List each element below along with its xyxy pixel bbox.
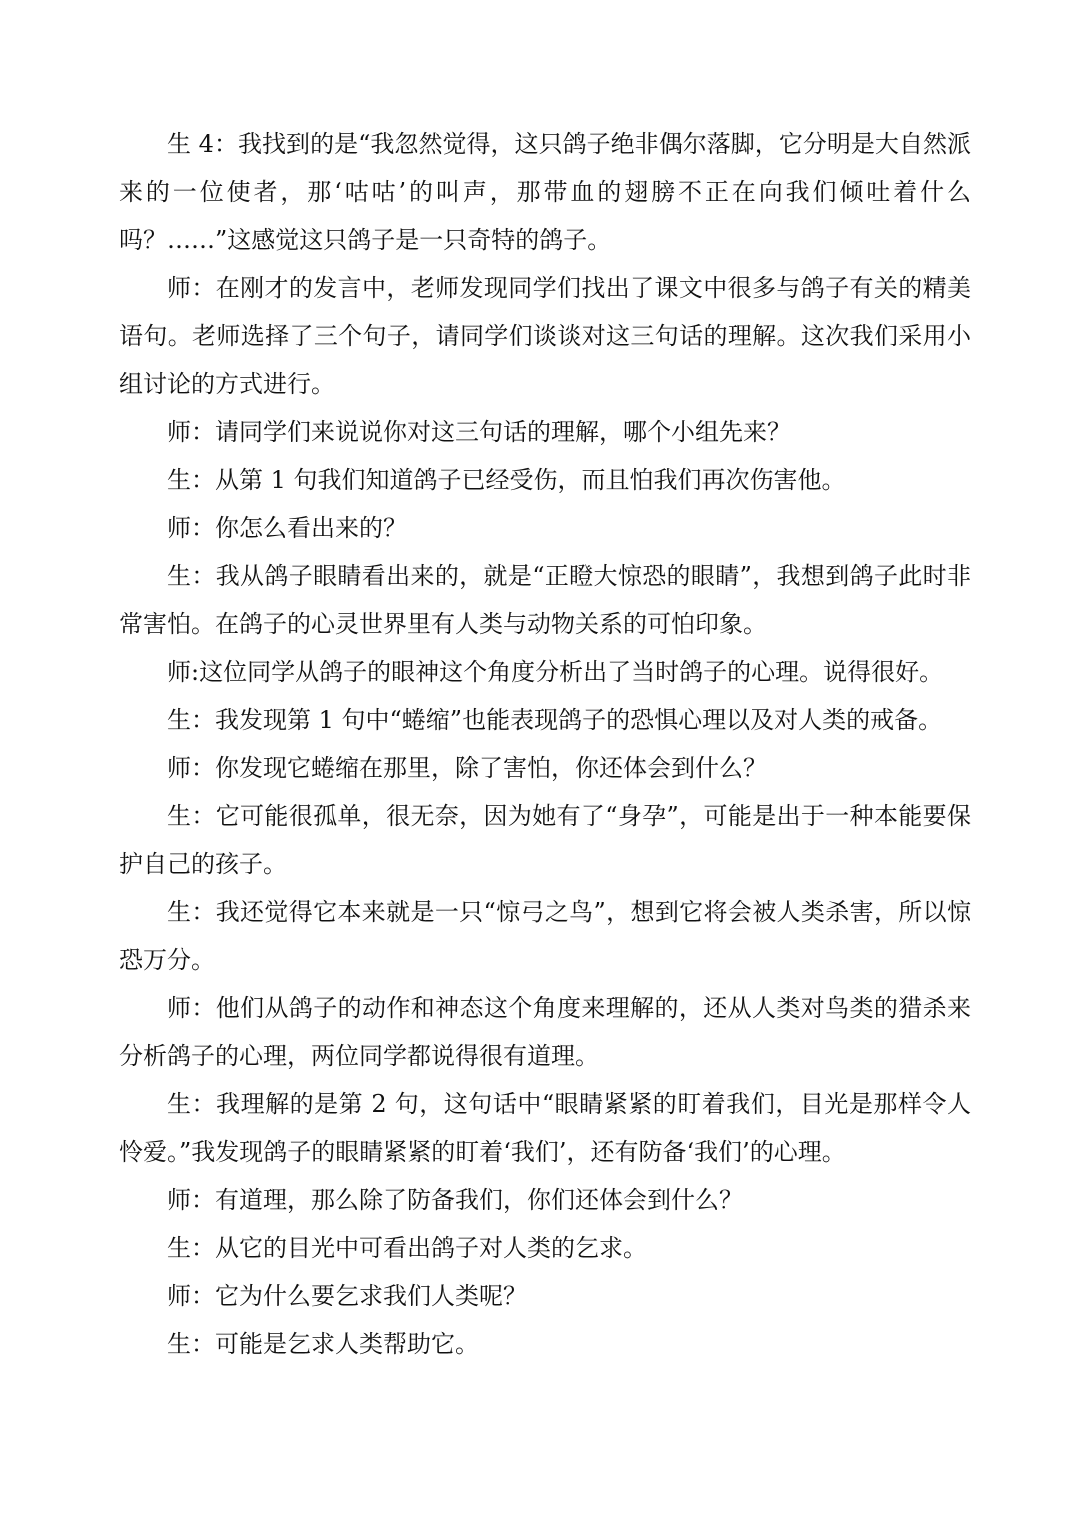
paragraph: 生 4：我找到的是“我忽然觉得，这只鸽子绝非偶尔落脚，它分明是大自然派来的一位使者，那‘咕咕’的叫声，那带血的翅膀不正在向我们倾吐着什么吗？……”这感觉这只鸽子是一只奇特的鸽子。 (119, 130, 971, 254)
paragraph: 师：他们从鸽子的动作和神态这个角度来理解的，还从人类对鸟类的猎杀来分析鸽子的心理，两位同学都说得很有道理。 (119, 994, 971, 1070)
paragraph: 生：我理解的是第 2 句，这句话中“眼睛紧紧的盯着我们，目光是那样令人怜爱。”我发现鸽子的眼睛紧紧的盯着‘我们’，还有防备‘我们’的心理。 (119, 1090, 971, 1166)
paragraph: 生：我发现第 1 句中“蜷缩”也能表现鸽子的恐惧心理以及对人类的戒备。 (167, 706, 943, 734)
paragraph: 师：你发现它蜷缩在那里，除了害怕，你还体会到什么？ (167, 754, 767, 782)
paragraph: 师：在刚才的发言中，老师发现同学们找出了课文中很多与鸽子有关的精美语句。老师选择了三个句子，请同学们谈谈对这三句话的理解。这次我们采用小组讨论的方式进行。 (119, 274, 971, 398)
paragraph: 生：它可能很孤单，很无奈，因为她有了“身孕”，可能是出于一种本能要保护自己的孩子。 (119, 802, 971, 878)
paragraph: 师：你怎么看出来的？ (167, 514, 407, 542)
paragraph: 生：从第 1 句我们知道鸽子已经受伤，而且怕我们再次伤害他。 (167, 466, 846, 494)
paragraph: 生：我从鸽子眼睛看出来的，就是“正瞪大惊恐的眼睛”，我想到鸽子此时非常害怕。在鸽子的心灵世界里有人类与动物关系的可怕印象。 (119, 562, 971, 638)
paragraph: 师：请同学们来说说你对这三句话的理解，哪个小组先来？ (167, 418, 791, 446)
paragraph: 生：可能是乞求人类帮助它。 (167, 1330, 479, 1358)
paragraph: 师：有道理，那么除了防备我们，你们还体会到什么？ (167, 1186, 743, 1214)
paragraph: 生：我还觉得它本来就是一只“惊弓之鸟”，想到它将会被人类杀害，所以惊恐万分。 (119, 898, 971, 974)
paragraph: 师:这位同学从鸽子的眼神这个角度分析出了当时鸽子的心理。说得很好。 (167, 658, 944, 686)
transcript-body (119, 120, 971, 1368)
paragraph: 生：从它的目光中可看出鸽子对人类的乞求。 (167, 1234, 647, 1262)
paragraph: 师：它为什么要乞求我们人类呢？ (167, 1282, 527, 1310)
